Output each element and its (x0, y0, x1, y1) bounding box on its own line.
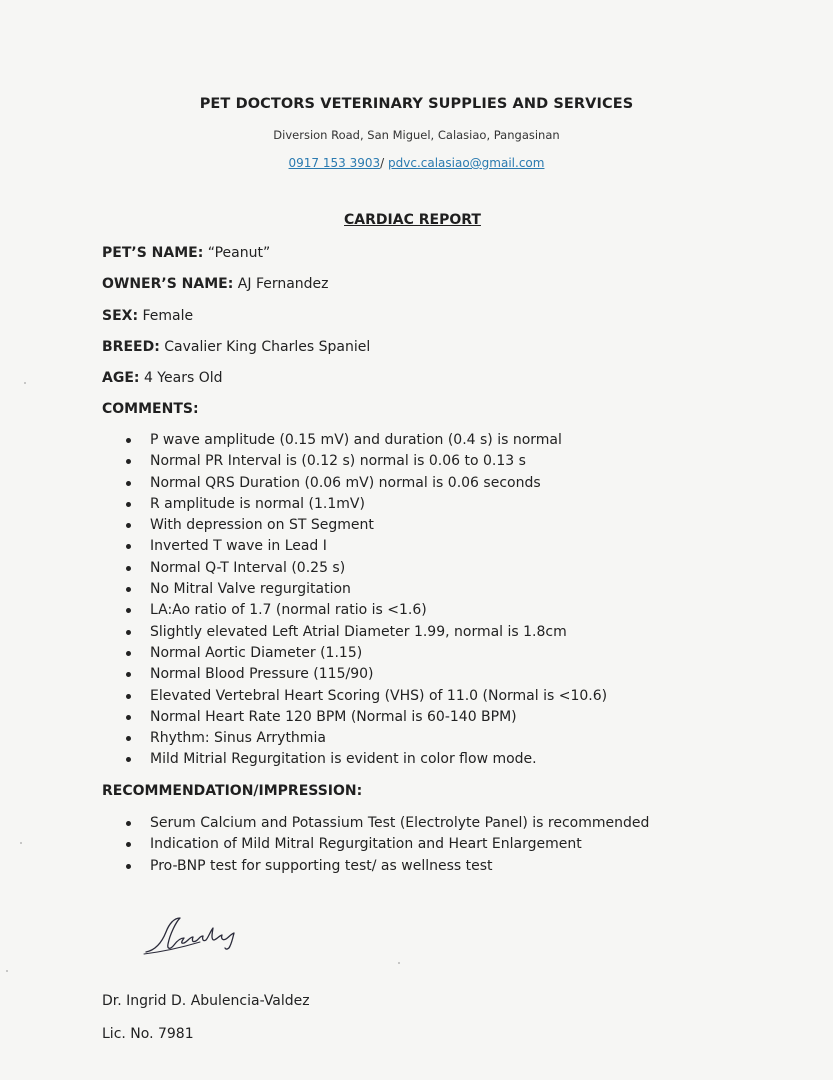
comment-item: Normal Heart Rate 120 BPM (Normal is 60-140 BPM) (126, 707, 607, 728)
comment-item: With depression on ST Segment (126, 515, 607, 536)
paper-speck (24, 382, 26, 384)
license-number: Lic. No. 7981 (102, 1026, 194, 1042)
comment-item: Normal PR Interval is (0.12 s) normal is 0.06 to 0.13 s (126, 451, 607, 472)
clinic-name: PET DOCTORS VETERINARY SUPPLIES AND SERVICES (199, 96, 634, 112)
recommendation-item: Pro-BNP test for supporting test/ as wellness test (126, 856, 649, 877)
signature-icon (140, 912, 250, 958)
recommendation-heading: RECOMMENDATION/IMPRESSION: (102, 783, 363, 799)
comment-item: Inverted T wave in Lead I (126, 536, 607, 557)
comment-item: Mild Mitrial Regurgitation is evident in color flow mode. (126, 749, 607, 770)
pet-name-value: “Peanut” (207, 245, 271, 261)
age-label: AGE: (102, 370, 140, 386)
recommendations-list (126, 813, 649, 877)
paper-speck (398, 962, 400, 964)
owner-name-value: AJ Fernandez (237, 276, 329, 292)
comments-heading: COMMENTS: (102, 401, 199, 417)
breed-label: BREED: (102, 339, 160, 355)
recommendation-item: Serum Calcium and Potassium Test (Electrolyte Panel) is recommended (126, 813, 649, 834)
breed-value: Cavalier King Charles Spaniel (164, 339, 371, 355)
breed-field (102, 339, 370, 355)
paper-speck (6, 970, 8, 972)
comment-item: Slightly elevated Left Atrial Diameter 1.99, normal is 1.8cm (126, 622, 607, 643)
comment-item: LA:Ao ratio of 1.7 (normal ratio is <1.6) (126, 600, 607, 621)
comment-item: No Mitral Valve regurgitation (126, 579, 607, 600)
owner-name-label: OWNER’S NAME: (102, 276, 234, 292)
sex-field (102, 308, 193, 324)
paper-speck (20, 842, 22, 844)
comment-item: Normal QRS Duration (0.06 mV) normal is 0.06 seconds (126, 473, 607, 494)
comment-item: Elevated Vertebral Heart Scoring (VHS) of 11.0 (Normal is <10.6) (126, 686, 607, 707)
comment-item: Normal Q-T Interval (0.25 s) (126, 558, 607, 579)
phone-link[interactable]: 0917 153 3903 (288, 156, 381, 170)
sex-value: Female (142, 308, 194, 324)
recommendation-item: Indication of Mild Mitral Regurgitation and Heart Enlargement (126, 834, 649, 855)
comment-item: Normal Aortic Diameter (1.15) (126, 643, 607, 664)
age-value: 4 Years Old (143, 370, 223, 386)
doctor-name: Dr. Ingrid D. Abulencia-Valdez (102, 993, 310, 1009)
clinic-address: Diversion Road, San Miguel, Calasiao, Pangasinan (273, 128, 560, 142)
sex-label: SEX: (102, 308, 139, 324)
pet-name-label: PET’S NAME: (102, 245, 204, 261)
age-field (102, 370, 223, 386)
email-link[interactable]: pdvc.calasiao@gmail.com (388, 156, 545, 170)
comment-item: P wave amplitude (0.15 mV) and duration (0.4 s) is normal (126, 430, 607, 451)
comments-list (126, 430, 607, 771)
clinic-contact (0, 156, 833, 170)
comment-item: R amplitude is normal (1.1mV) (126, 494, 607, 515)
owner-name-field (102, 276, 329, 292)
comment-item: Rhythm: Sinus Arrythmia (126, 728, 607, 749)
pet-name-field (102, 245, 270, 261)
contact-separator: / (380, 156, 389, 170)
report-title: CARDIAC REPORT (344, 212, 481, 228)
comment-item: Normal Blood Pressure (115/90) (126, 664, 607, 685)
